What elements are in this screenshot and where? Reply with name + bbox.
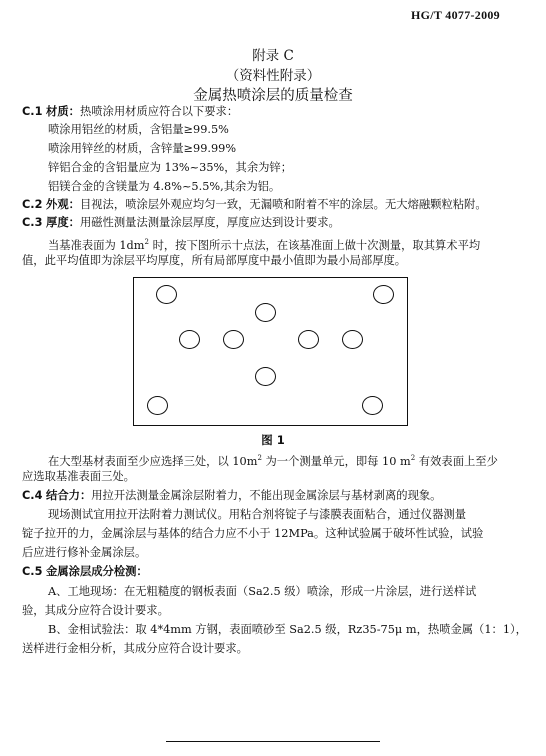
measurement-point <box>362 396 383 415</box>
section-text: 用磁性测量法测量涂层厚度，厚度应达到设计要求。 <box>79 216 340 229</box>
footer-rule <box>166 741 380 742</box>
measurement-point <box>373 285 394 304</box>
c3-paragraph-2 <box>48 450 546 470</box>
superscript: 2 <box>144 238 149 246</box>
appendix-type: （资料性附录） <box>225 68 321 84</box>
appendix-title: 金属热喷涂层的质量检查 <box>193 88 353 104</box>
measurement-point <box>342 330 363 349</box>
c5-b-line: 送样进行金相分析，其成分应符合设计要求。 <box>22 642 248 655</box>
text-run: 为一个测量单元，即每 10 m <box>261 454 411 468</box>
section-text: 热喷涂用材质应符合以下要求： <box>79 105 239 118</box>
section-c2 <box>22 197 522 213</box>
section-head: 金属涂层成分检测： <box>46 565 148 578</box>
c4-line: 后应进行修补金属涂层。 <box>22 546 147 559</box>
measurement-point <box>179 330 200 349</box>
c5-b-line: B、金相试验法：取 4*4mm 方钢，表面喷砂至 Sa2.5 级，Rz35-75μ m，热喷金属（1：1）， <box>48 623 527 636</box>
measurement-point <box>298 330 319 349</box>
measurement-point <box>156 285 177 304</box>
section-number: C.5 <box>22 565 43 578</box>
c1-item: 喷涂用锌丝的材质，含锌量≥99.99% <box>48 142 237 155</box>
measurement-point <box>255 367 276 386</box>
c5-a-line: A、工地现场：在无粗糙度的钢板表面（Sa2.5 级）喷涂，形成一片涂层，进行送样试 <box>48 585 477 598</box>
c1-item: 喷涂用铝丝的材质，含铝量≥99.5% <box>48 123 229 136</box>
appendix-label: 附录 C <box>252 48 294 64</box>
measurement-point <box>147 396 168 415</box>
section-c4 <box>22 488 522 504</box>
section-c5 <box>22 564 522 580</box>
text-run: 有效表面上至少 <box>415 454 498 468</box>
text-run: 当基准表面为 1dm <box>48 238 145 252</box>
text-run: 在大型基材表面至少应选择三处，以 10m <box>48 454 258 468</box>
c1-item: 铝镁合金的含镁量为 4.8%~5.5%,其余为铝。 <box>48 180 281 193</box>
c1-item: 锌铝合金的含铝量应为 13%~35%，其余为锌； <box>48 161 293 174</box>
c4-line: 锭子拉开的力，金属涂层与基体的结合力应不小于 12MPa。这种试验属于破坏性试验，试验 <box>22 527 484 540</box>
text-run: 时，按下图所示十点法，在该基准面上做十次测量，取其算术平均 <box>148 238 481 252</box>
section-text: 目视法，喷涂层外观应均匀一致，无漏喷和附着不牢的涂层。无大熔融颗粒粘附。 <box>79 198 487 211</box>
c3-paragraph-2-line2: 应选取基准表面三处。 <box>22 470 135 483</box>
c5-a-line: 验，其成分应符合设计要求。 <box>22 604 169 617</box>
section-c3 <box>22 215 522 231</box>
section-text: 用拉开法测量金属涂层附着力，不能出现金属涂层与基材剥离的现象。 <box>91 489 442 502</box>
section-number: C.3 <box>22 216 43 229</box>
section-number: C.1 <box>22 105 43 118</box>
section-head: 结合力： <box>46 489 92 502</box>
section-head: 厚度： <box>46 216 80 229</box>
section-number: C.2 <box>22 198 43 211</box>
c4-line: 现场测试宜用拉开法附着力测试仪。用粘合剂将锭子与漆膜表面粘合，通过仪器测量 <box>48 508 466 521</box>
figure-caption: 图 1 <box>261 433 285 447</box>
standard-code: HG/T 4077-2009 <box>411 8 500 22</box>
superscript: 2 <box>410 454 416 462</box>
measurement-point <box>255 303 276 322</box>
c3-paragraph-1-line2: 值，此平均值即为涂层平均厚度，所有局部厚度中最小值即为最小局部厚度。 <box>22 254 407 267</box>
section-head: 外观： <box>46 198 80 211</box>
section-number: C.4 <box>22 489 43 502</box>
measurement-figure <box>133 277 408 426</box>
superscript: 2 <box>257 454 262 462</box>
measurement-point <box>223 330 244 349</box>
c3-paragraph-1 <box>48 234 546 254</box>
section-c1-heading <box>22 104 522 120</box>
section-head: 材质： <box>46 105 80 118</box>
